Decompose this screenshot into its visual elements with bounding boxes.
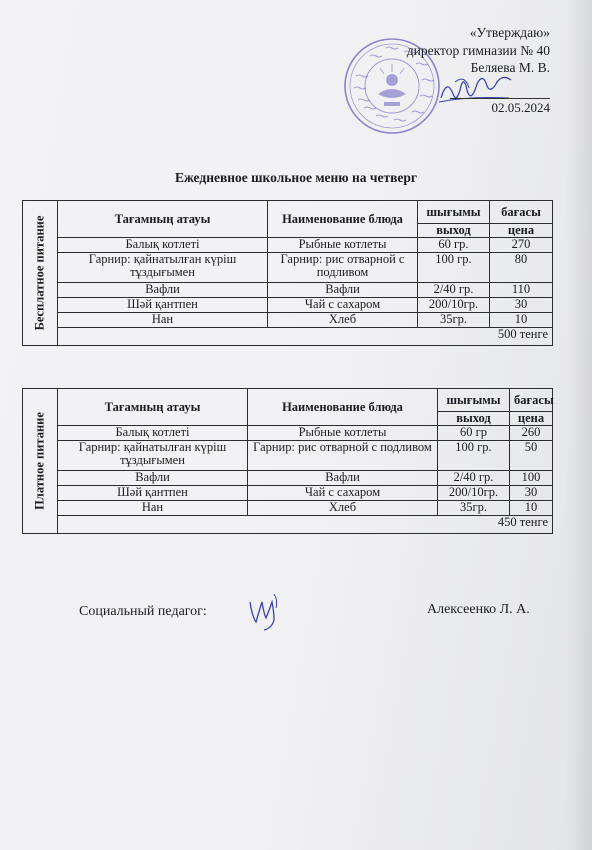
- header-price-ru: цена: [490, 224, 553, 238]
- dish-name-kz: Нан: [58, 313, 268, 328]
- pedagogue-signature: [244, 588, 286, 634]
- table-row: [23, 298, 553, 313]
- dish-name-ru: Рыбные котлеты: [268, 238, 418, 253]
- table-row: [23, 253, 553, 283]
- dish-price: 110: [490, 283, 553, 298]
- dish-name-kz: Вафли: [58, 283, 268, 298]
- dish-name-ru: Чай с сахаром: [248, 486, 438, 501]
- dish-price: 30: [490, 298, 553, 313]
- dish-yield: 200/10гр.: [418, 298, 490, 313]
- header-yield-kz: шығымы: [438, 389, 510, 412]
- table-row: [23, 441, 553, 471]
- dish-name-kz: Шәй қантпен: [58, 298, 268, 313]
- dish-name-ru: Гарнир: рис отварной с подливом: [248, 441, 438, 471]
- dish-name-ru: Хлеб: [248, 501, 438, 516]
- table-row: [23, 238, 553, 253]
- approval-date: 02.05.2024: [450, 98, 550, 116]
- dish-price: 30: [510, 486, 553, 501]
- header-name-kz: Тағамның атауы: [58, 201, 268, 238]
- dish-yield: 100 гр.: [438, 441, 510, 471]
- approval-block: [350, 24, 550, 77]
- dish-yield: 2/40 гр.: [438, 471, 510, 486]
- dish-name-ru: Рыбные котлеты: [248, 426, 438, 441]
- approval-position: директор гимназии № 40: [406, 42, 550, 58]
- header-yield-ru: выход: [438, 412, 510, 426]
- dish-yield: 60 гр: [438, 426, 510, 441]
- dish-name-kz: Вафли: [58, 471, 248, 486]
- page-title: Ежедневное школьное меню на четверг: [174, 170, 418, 185]
- dish-price: 50: [510, 441, 553, 471]
- dish-price: 100: [510, 471, 553, 486]
- dish-price: 270: [490, 238, 553, 253]
- social-pedagogue-name: Алексеенко Л. А.: [427, 602, 530, 617]
- header-name-kz: Тағамның атауы: [58, 389, 248, 426]
- dish-price: 80: [490, 253, 553, 283]
- header-price-kz: бағасы: [510, 389, 553, 412]
- dish-yield: 200/10гр.: [438, 486, 510, 501]
- paid-meals-table: [22, 388, 553, 534]
- approval-heading: «Утверждаю»: [469, 25, 550, 40]
- header-price-ru: цена: [510, 412, 553, 426]
- free-meals-total: 500 тенге: [58, 328, 553, 346]
- header-yield-ru: выход: [418, 224, 490, 238]
- table-row: [23, 486, 553, 501]
- dish-name-ru: Гарнир: рис отварной с подливом: [268, 253, 418, 283]
- free-meals-table: [22, 200, 553, 346]
- table-row: [23, 283, 553, 298]
- table-row: [23, 426, 553, 441]
- dish-yield: 100 гр.: [418, 253, 490, 283]
- social-pedagogue-label: Социальный педагог:: [79, 604, 207, 619]
- paid-meals-total: 450 тенге: [58, 516, 553, 534]
- dish-price: 10: [490, 313, 553, 328]
- dish-name-ru: Чай с сахаром: [268, 298, 418, 313]
- dish-price: 260: [510, 426, 553, 441]
- dish-name-kz: Балық котлеті: [58, 426, 248, 441]
- table-row: [23, 501, 553, 516]
- header-price-kz: бағасы: [490, 201, 553, 224]
- dish-name-ru: Хлеб: [268, 313, 418, 328]
- header-name-ru: Наименование блюда: [268, 201, 418, 238]
- dish-yield: 60 гр.: [418, 238, 490, 253]
- dish-yield: 35гр.: [438, 501, 510, 516]
- free-meals-side-label: Бесплатное питание: [23, 201, 58, 346]
- dish-yield: 2/40 гр.: [418, 283, 490, 298]
- header-yield-kz: шығымы: [418, 201, 490, 224]
- header-name-ru: Наименование блюда: [248, 389, 438, 426]
- dish-name-ru: Вафли: [268, 283, 418, 298]
- table-row: [23, 471, 553, 486]
- dish-name-kz: Шәй қантпен: [58, 486, 248, 501]
- dish-price: 10: [510, 501, 553, 516]
- dish-name-kz: Гарнир: қайнатылған күріш тұздығымен: [58, 441, 248, 471]
- dish-name-kz: Балық котлеті: [58, 238, 268, 253]
- paper-shadow: [566, 0, 592, 850]
- dish-name-kz: Гарнир: қайнатылған күріш тұздығымен: [58, 253, 268, 283]
- dish-name-kz: Нан: [58, 501, 248, 516]
- dish-name-ru: Вафли: [248, 471, 438, 486]
- approval-director-name: Беляева М. В.: [470, 60, 550, 75]
- table-row: [23, 313, 553, 328]
- dish-yield: 35гр.: [418, 313, 490, 328]
- paid-meals-side-label: Платное питание: [23, 389, 58, 534]
